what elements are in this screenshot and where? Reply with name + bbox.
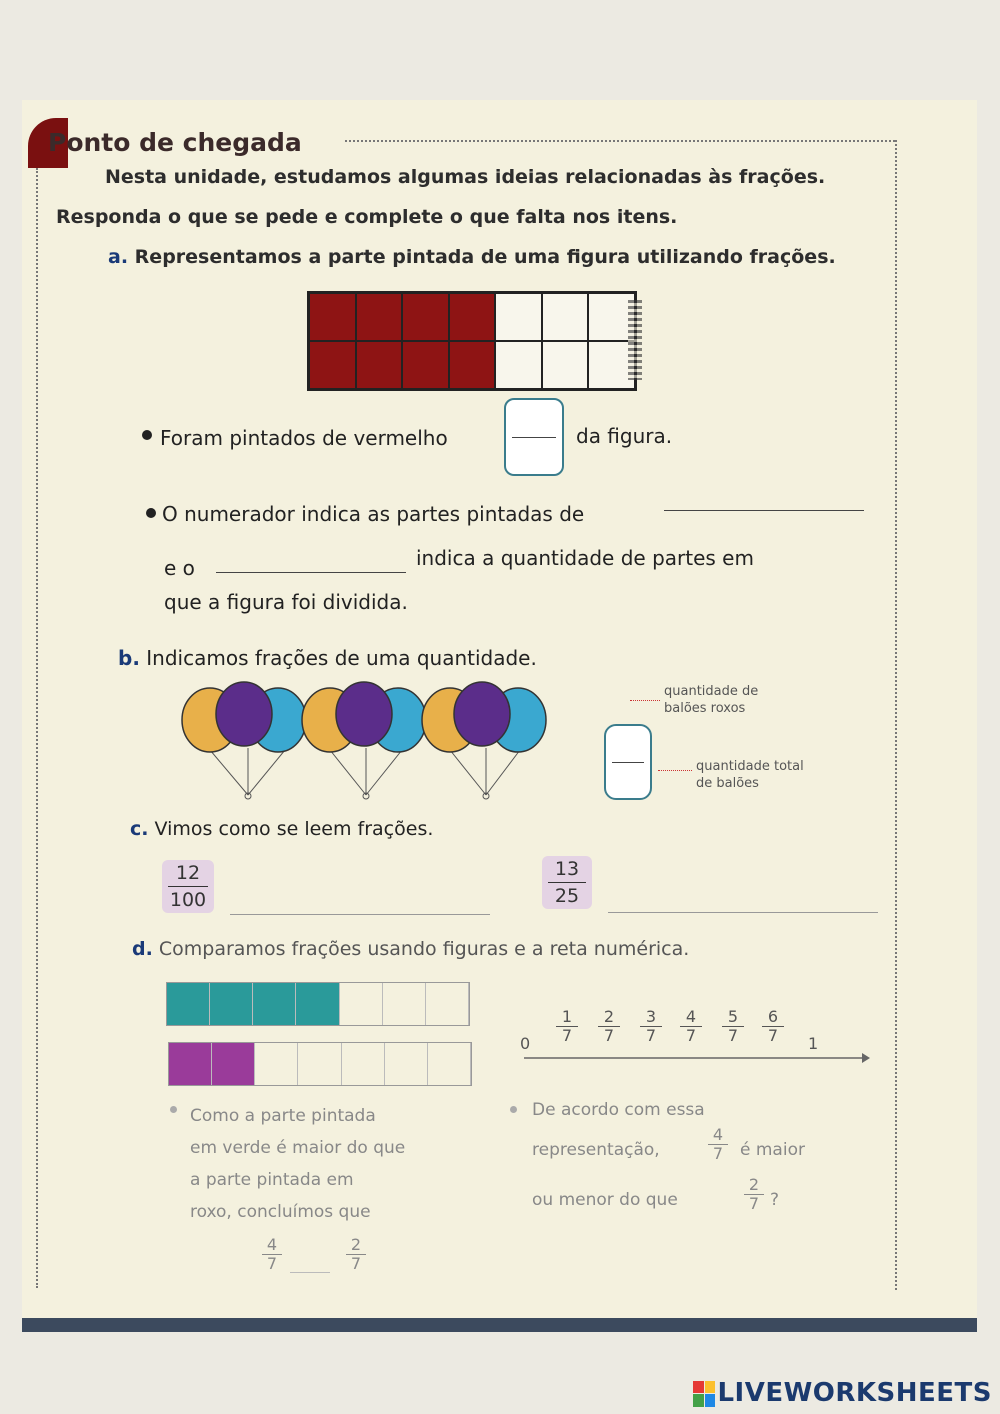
bullet-dot xyxy=(146,508,156,518)
balloon-group-2 xyxy=(302,682,426,799)
cell-white xyxy=(542,293,589,341)
bullet-dot xyxy=(142,430,152,440)
bullet1-text-after: da figura. xyxy=(576,424,673,448)
numberline-fraction xyxy=(640,1008,662,1045)
label-top-line2: balões roxos xyxy=(664,701,746,716)
liveworksheets-brand xyxy=(693,1378,992,1408)
bullet2-line2-start: e o xyxy=(164,556,195,580)
frac-num: 4 xyxy=(708,1126,728,1145)
label-purple-count xyxy=(664,683,758,717)
item-a-text: Representamos a parte pintada de uma figura utilizando frações. xyxy=(134,246,836,268)
cell-red xyxy=(309,341,356,389)
nl-num: 3 xyxy=(640,1008,662,1027)
d-right-line3a: ou menor do que xyxy=(532,1190,678,1210)
answer-blank-1[interactable] xyxy=(664,510,864,511)
cell-red xyxy=(449,293,496,341)
intro-line-2: Responda o que se pede e complete o que falta nos itens. xyxy=(56,206,678,228)
d-left-fraction-2 xyxy=(346,1236,366,1273)
label-total-count xyxy=(696,758,804,792)
bullet2-line2-end: indica a quantidade de partes em xyxy=(416,546,754,570)
d-right-line1: De acordo com essa xyxy=(532,1100,705,1120)
brand-logo-icon xyxy=(693,1381,715,1407)
d-right-line2a: representação, xyxy=(532,1140,660,1160)
item-a-letter: a. xyxy=(108,246,129,268)
balloon-fraction-box[interactable] xyxy=(604,724,652,800)
frac-num: 2 xyxy=(346,1236,366,1255)
nl-num: 1 xyxy=(556,1008,578,1027)
cell-white xyxy=(495,341,542,389)
fraction-denominator: 25 xyxy=(554,885,580,907)
numberline-start: 0 xyxy=(520,1034,531,1053)
bullet2-line1: O numerador indica as partes pintadas de xyxy=(162,502,585,526)
nl-den: 7 xyxy=(603,1026,615,1045)
d-right-fraction-1 xyxy=(708,1126,728,1163)
bullet-dot xyxy=(170,1106,177,1113)
numberline-fraction xyxy=(762,1008,784,1045)
item-d-text: Comparamos frações usando figuras e a reta numérica. xyxy=(158,938,690,960)
cell-white xyxy=(542,341,589,389)
nl-num: 5 xyxy=(722,1008,744,1027)
balloons-illustration xyxy=(170,680,560,805)
nl-den: 7 xyxy=(645,1026,657,1045)
cell-red xyxy=(356,341,403,389)
frac-den: 7 xyxy=(266,1254,278,1273)
answer-blank-2[interactable] xyxy=(216,572,406,573)
fraction-denominator: 100 xyxy=(169,889,207,911)
item-c-text: Vimos como se leem frações. xyxy=(154,818,434,840)
brand-text: LIVEWORKSHEETS xyxy=(717,1378,992,1408)
d-left-text xyxy=(190,1100,405,1228)
dotted-border-right xyxy=(895,140,897,1290)
intro-line-1: Nesta unidade, estudamos algumas ideias relacionadas às frações. xyxy=(105,166,826,188)
item-b-heading xyxy=(118,646,537,670)
d-left-line: a parte pintada em xyxy=(190,1170,354,1190)
numberline-fraction xyxy=(680,1008,702,1045)
dotted-border-left xyxy=(36,168,38,1288)
fraction-answer-box[interactable] xyxy=(504,398,564,476)
item-d-letter: d. xyxy=(132,938,153,960)
frac-den: 7 xyxy=(350,1254,362,1273)
nl-den: 7 xyxy=(685,1026,697,1045)
nl-num: 2 xyxy=(598,1008,620,1027)
balloon-group-1 xyxy=(182,682,306,799)
fraction-bar xyxy=(512,437,556,438)
cell-red xyxy=(309,293,356,341)
d-left-line: em verde é maior do que xyxy=(190,1138,406,1158)
section-title: Ponto de chegada xyxy=(48,128,302,157)
fraction-13-25 xyxy=(542,856,592,909)
frac-num: 2 xyxy=(744,1176,764,1195)
item-d-heading xyxy=(132,938,689,960)
arrow-top-label xyxy=(630,700,660,701)
cell-red xyxy=(449,341,496,389)
d-right-fraction-2 xyxy=(744,1176,764,1213)
label-top-line1: quantidade de xyxy=(664,684,759,699)
arrow-bottom-label xyxy=(658,770,692,771)
cell-white xyxy=(495,293,542,341)
cell-red xyxy=(402,293,449,341)
bullet1-text-before: Foram pintados de vermelho xyxy=(160,426,448,450)
numberline-fraction xyxy=(598,1008,620,1045)
label-bottom-line2: de balões xyxy=(696,776,759,791)
bullet-dot xyxy=(510,1106,517,1113)
item-b-letter: b. xyxy=(118,646,140,670)
nl-num: 6 xyxy=(762,1008,784,1027)
dotted-border-top xyxy=(345,140,895,142)
nl-den: 7 xyxy=(767,1026,779,1045)
item-c-letter: c. xyxy=(130,818,149,840)
fraction-rectangle-figure xyxy=(307,291,637,391)
reading-blank-1[interactable] xyxy=(230,914,490,915)
frac-den: 7 xyxy=(748,1194,760,1213)
d-left-fraction-1 xyxy=(262,1236,282,1273)
fraction-bar xyxy=(612,762,644,763)
d-left-line: Como a parte pintada xyxy=(190,1106,376,1126)
fraction-numerator: 13 xyxy=(548,856,586,883)
numberline-fraction xyxy=(556,1008,578,1045)
numberline-fraction xyxy=(722,1008,744,1045)
nl-den: 7 xyxy=(727,1026,739,1045)
d-right-line2b: é maior xyxy=(740,1140,805,1160)
cell-red xyxy=(402,341,449,389)
image-credit-mark xyxy=(628,300,642,380)
frac-den: 7 xyxy=(712,1144,724,1163)
d-left-line: roxo, concluímos que xyxy=(190,1202,371,1222)
reading-blank-2[interactable] xyxy=(608,912,878,913)
comparison-blank[interactable] xyxy=(290,1272,330,1273)
d-right-line3b: ? xyxy=(770,1190,780,1210)
purple-fraction-bar xyxy=(168,1042,472,1086)
item-a-heading xyxy=(108,246,836,268)
frac-num: 4 xyxy=(262,1236,282,1255)
nl-num: 4 xyxy=(680,1008,702,1027)
cell-red xyxy=(356,293,403,341)
numberline-end: 1 xyxy=(808,1034,819,1053)
numberline-arrow xyxy=(524,1052,870,1064)
bullet2-line3: que a figura foi dividida. xyxy=(164,590,408,614)
green-fraction-bar xyxy=(166,982,470,1026)
fraction-numerator: 12 xyxy=(168,860,208,887)
item-c-heading xyxy=(130,818,433,840)
nl-den: 7 xyxy=(561,1026,573,1045)
fraction-12-100 xyxy=(162,860,214,913)
label-bottom-line1: quantidade total xyxy=(696,759,804,774)
item-b-text: Indicamos frações de uma quantidade. xyxy=(146,646,537,670)
balloon-group-3 xyxy=(422,682,546,799)
